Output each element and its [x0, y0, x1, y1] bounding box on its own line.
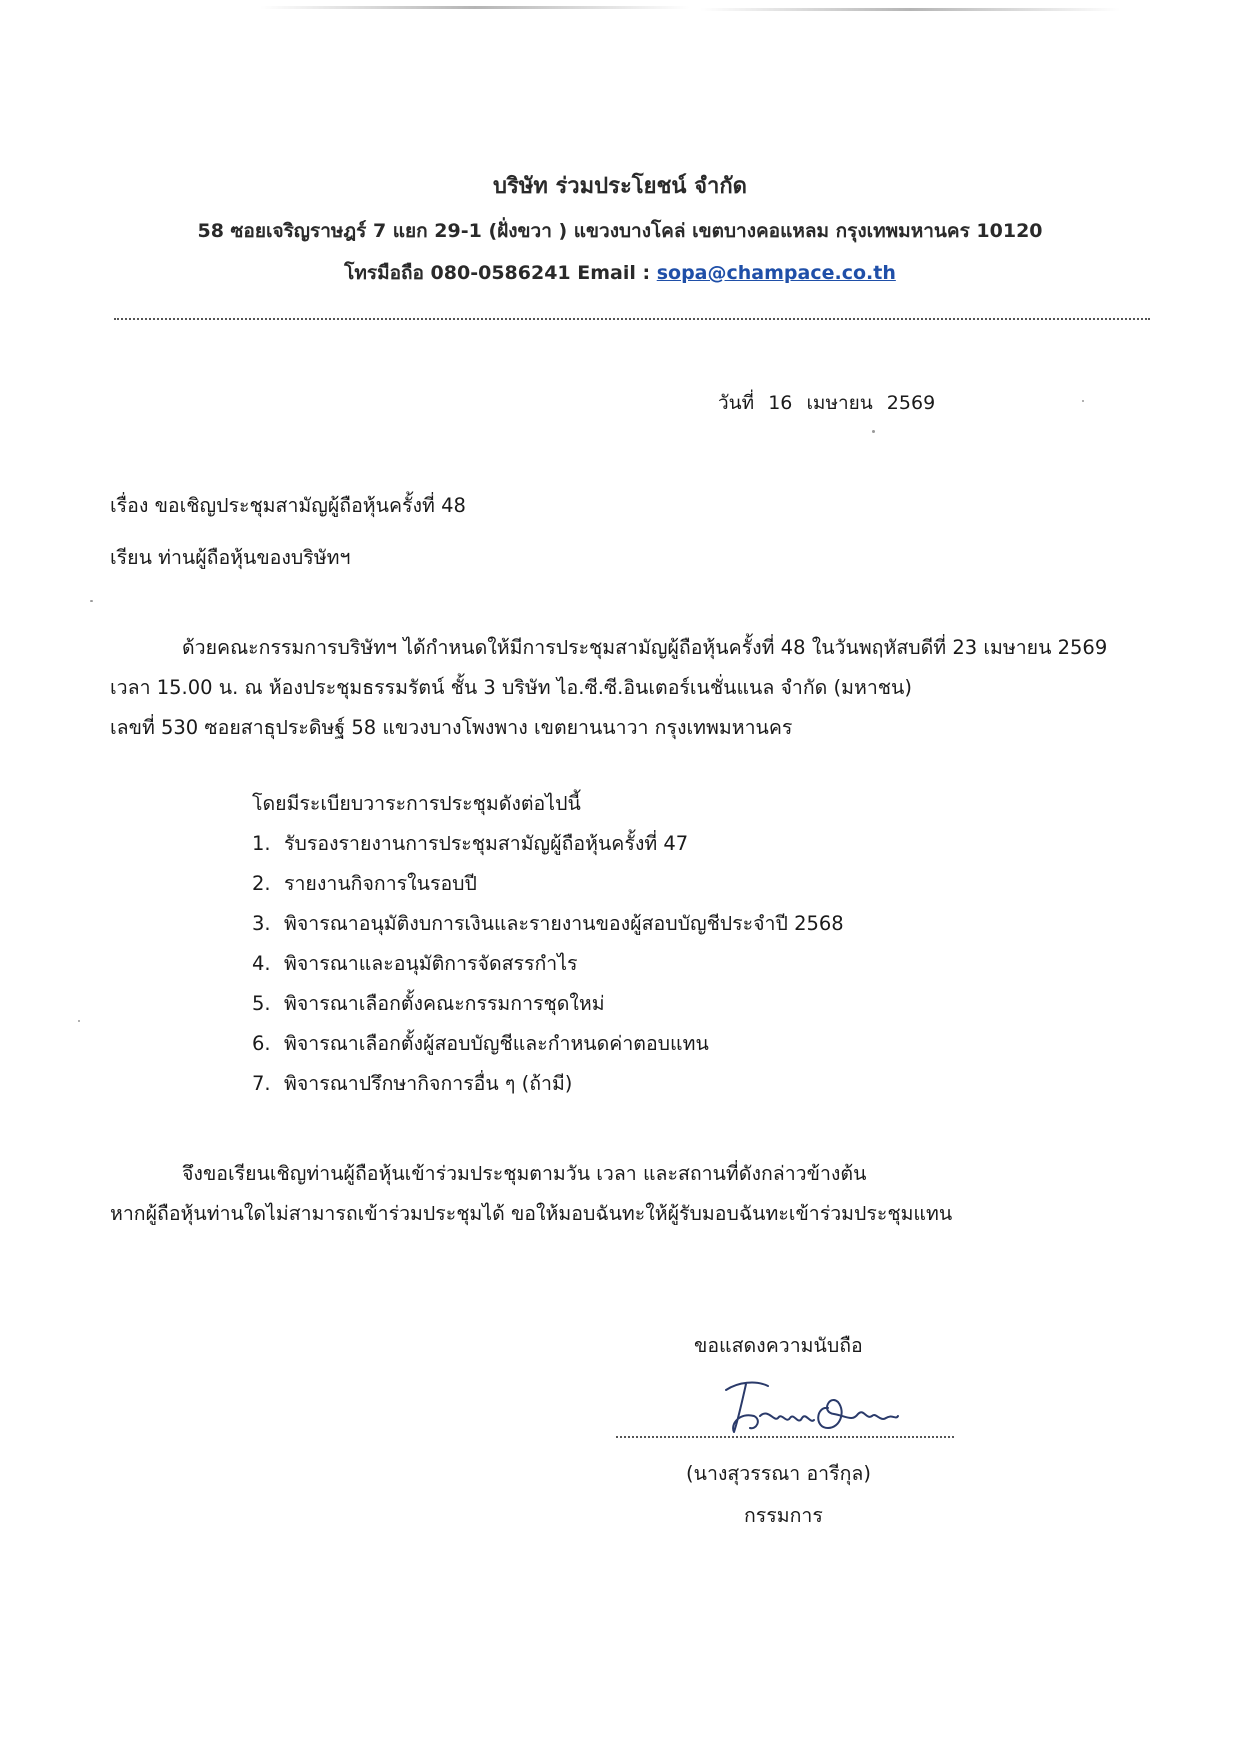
- agenda-item-number: 4.: [252, 952, 271, 975]
- agenda-item-number: 7.: [252, 1072, 271, 1095]
- scan-speck: [872, 430, 875, 433]
- agenda-intro: โดยมีระเบียบวาระการประชุมดังต่อไปนี้: [252, 792, 581, 815]
- body-paragraph-1-line-2: เวลา 15.00 น. ณ ห้องประชุมธรรมรัตน์ ชั้น 3 บริษัท ไอ.ซี.ซี.อินเตอร์เนชั่นแนล จำกัด (มหาชน): [110, 676, 912, 699]
- company-name: บริษัท ร่วมประโยชน์ จำกัด: [493, 174, 747, 199]
- agenda-item: [252, 868, 477, 899]
- agenda-item-text: พิจารณาเลือกตั้งผู้สอบบัญชีและกำหนดค่าตอบแทน: [284, 1032, 709, 1055]
- agenda-item-text: พิจารณาและอนุมัติการจัดสรรกำไร: [284, 952, 578, 975]
- agenda-item: [252, 828, 688, 859]
- agenda-item-text: รับรองรายงานการประชุมสามัญผู้ถือหุ้นครั้งที่ 47: [284, 832, 689, 855]
- handwritten-signature: [716, 1372, 916, 1452]
- agenda-item-text: รายงานกิจการในรอบปี: [284, 872, 477, 895]
- signature-line: [616, 1436, 954, 1438]
- scan-speck: [1082, 400, 1084, 402]
- scan-speck: [90, 600, 93, 602]
- signer-title: กรรมการ: [744, 1504, 823, 1527]
- body-paragraph-1-line-3: เลขที่ 530 ซอยสาธุประดิษฐ์ 58 แขวงบางโพงพาง เขตยานนาวา กรุงเทพมหานคร: [110, 716, 793, 739]
- agenda-item-number: 1.: [252, 832, 271, 855]
- signer-name: (นางสุวรรณา อารีกุล): [686, 1462, 871, 1485]
- scan-edge-mark: [260, 6, 690, 9]
- letter-subject: เรื่อง ขอเชิญประชุมสามัญผู้ถือหุ้นครั้งที่ 48: [110, 494, 466, 517]
- company-address: 58 ซอยเจริญราษฎร์ 7 แยก 29-1 (ฝั่งขวา ) แขวงบางโคล่ เขตบางคอแหลม กรุงเทพมหานคร 10120: [197, 220, 1043, 242]
- scan-speck: [78, 1020, 80, 1022]
- header-divider: [114, 318, 1150, 320]
- company-contact: [0, 258, 1240, 288]
- scan-edge-mark: [700, 8, 1120, 11]
- letter-recipient: เรียน ท่านผู้ถือหุ้นของบริษัทฯ: [110, 546, 351, 569]
- agenda-item-number: 5.: [252, 992, 271, 1015]
- agenda-item-text: พิจารณาอนุมัติงบการเงินและรายงานของผู้สอบบัญชีประจำปี 2568: [284, 912, 844, 935]
- agenda-item: [252, 1028, 709, 1059]
- closing-salutation: ขอแสดงความนับถือ: [694, 1334, 863, 1357]
- agenda-item-text: พิจารณาเลือกตั้งคณะกรรมการชุดใหม่: [284, 992, 605, 1015]
- body-paragraph-2-line-2: หากผู้ถือหุ้นท่านใดไม่สามารถเข้าร่วมประชุมได้ ขอให้มอบฉันทะให้ผู้รับมอบฉันทะเข้าร่วมประชุมแทน: [110, 1202, 953, 1225]
- contact-phone-label: โทรมือถือ 080-0586241 Email :: [344, 262, 657, 284]
- agenda-item-text: พิจารณาปรึกษากิจการอื่น ๆ (ถ้ามี): [284, 1072, 573, 1095]
- agenda-item-number: 2.: [252, 872, 271, 895]
- body-paragraph-1-line-1: ด้วยคณะกรรมการบริษัทฯ ได้กำหนดให้มีการประชุมสามัญผู้ถือหุ้นครั้งที่ 48 ในวันพฤหัสบดีที่ 23 เมษายน 2569: [182, 636, 1108, 659]
- agenda-item: [252, 988, 605, 1019]
- agenda-item-number: 6.: [252, 1032, 271, 1055]
- letter-date: วันที่ 16 เมษายน 2569: [718, 392, 936, 414]
- email-link[interactable]: sopa@champace.co.th: [656, 262, 896, 284]
- body-paragraph-2-line-1: จึงขอเรียนเชิญท่านผู้ถือหุ้นเข้าร่วมประชุมตามวัน เวลา และสถานที่ดังกล่าวข้างต้น: [182, 1162, 867, 1185]
- agenda-item: [252, 948, 578, 979]
- agenda-item: [252, 1068, 572, 1099]
- agenda-item: [252, 908, 844, 939]
- agenda-item-number: 3.: [252, 912, 271, 935]
